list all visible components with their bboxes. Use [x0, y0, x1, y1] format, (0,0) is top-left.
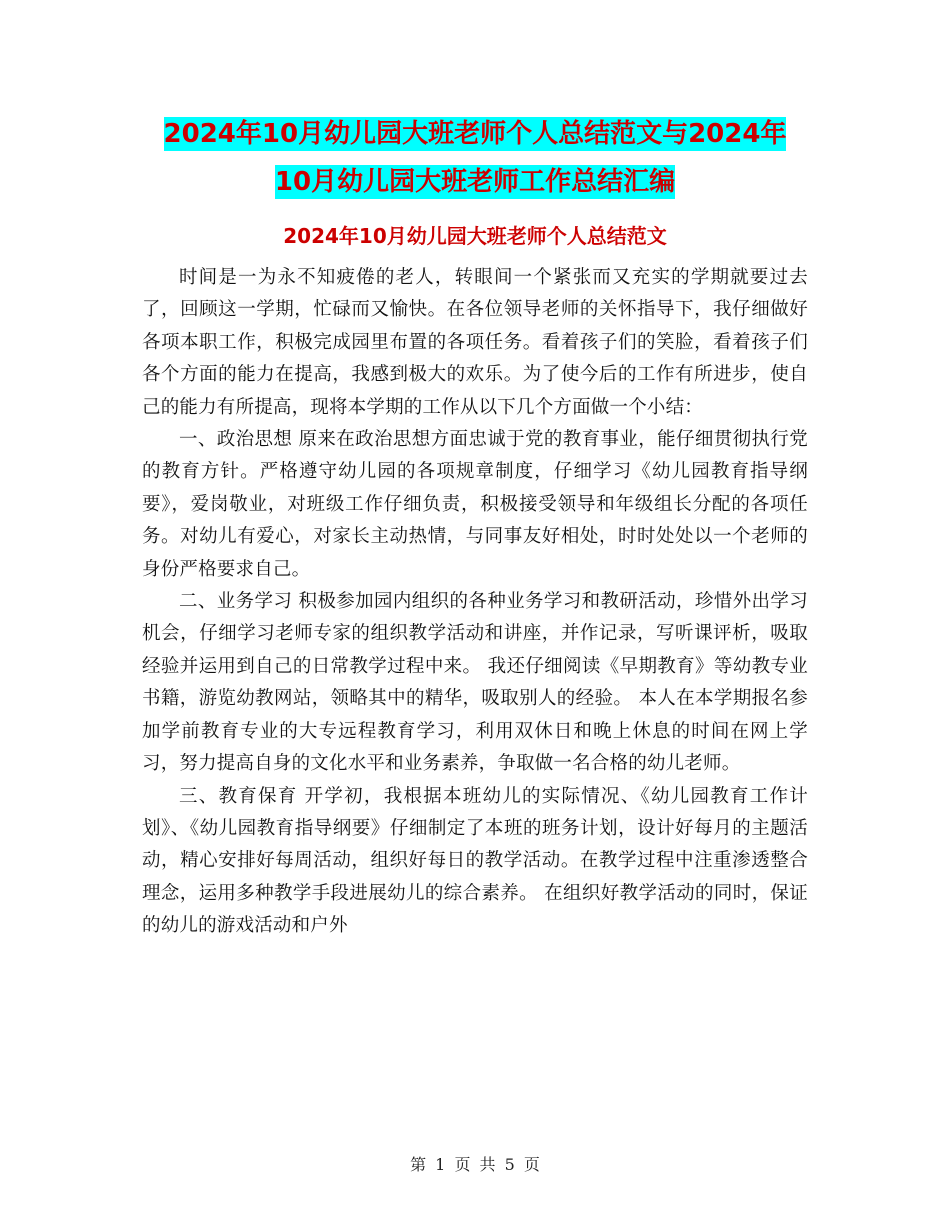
paragraph-study: 二、业务学习 积极参加园内组织的各种业务学习和教研活动，珍惜外出学习机会，仔细学习老师专家的组织教学活动和讲座，并作记录，写听课评析，吸取经验并运用到自己的日常教学过程中来。 我还仔细阅读《早期教育》等幼教专业书籍，游览幼教网站，领略其中的精华，吸取别人的经验。 本人在本学期报名参加学前教育专业的大专远程教育学习，利用双休日和晚上休息的时间在网上学习，努力提高自身的文化水平和业务素养，争取做一名合格的幼儿老师。 [142, 591, 808, 775]
page-footer: 第 1 页 共 5 页 [410, 1155, 540, 1174]
title-line-1: 2024年10月幼儿园大班老师个人总结范文与2024年 [163, 119, 787, 149]
paragraph-education: 三、教育保育 开学初，我根据本班幼儿的实际情况、《幼儿园教育工作计划》、《幼儿园教育指导纲要》仔细制定了本班的班务计划，设计好每月的主题活动，精心安排好每周活动，组织好每日的教学活动。在教学过程中注重渗透整合理念，运用多种教学手段进展幼儿的综合素养。 在组织好教学活动的同时，保证的幼儿的游戏活动和户外 [142, 785, 808, 937]
section-title: 2024年10月幼儿园大班老师个人总结范文 [283, 224, 667, 248]
title-line-2: 10月幼儿园大班老师工作总结汇编 [274, 167, 676, 197]
document-body [142, 262, 808, 943]
paragraph-politics: 一、政治思想 原来在政治思想方面忠诚于党的教育事业，能仔细贯彻执行党的教育方针。严格遵守幼儿园的各项规章制度，仔细学习《幼儿园教育指导纲要》，爱岗敬业，对班级工作仔细负责，积极接受领导和年级组长分配的各项任务。对幼儿有爱心，对家长主动热情，与同事友好相处，时时处处以一个老师的身份严格要求自己。 [142, 429, 808, 580]
paragraph-intro: 时间是一为永不知疲倦的老人，转眼间一个紧张而又充实的学期就要过去了，回顾这一学期，忙碌而又愉快。在各位领导老师的关怀指导下，我仔细做好各项本职工作，积极完成园里布置的各项任务。看着孩子们的笑脸，看着孩子们各个方面的能力在提高，我感到极大的欢乐。为了使今后的工作有所进步，使自己的能力有所提高，现将本学期的工作从以下几个方面做一个小结： [142, 267, 808, 418]
document-title [140, 110, 810, 206]
